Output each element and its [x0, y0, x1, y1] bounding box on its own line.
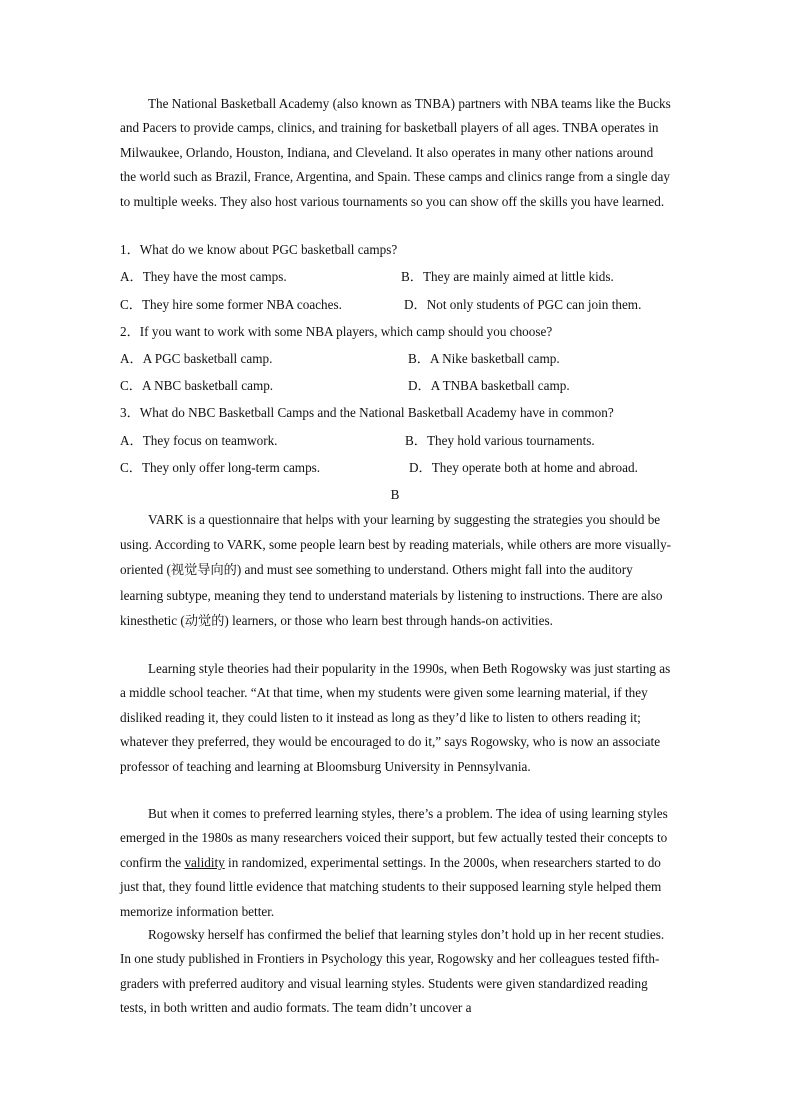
- question-3-option-b: B．They hold various tournaments.: [405, 433, 595, 448]
- underlined-word-validity: validity: [184, 854, 225, 870]
- question-3-option-d: D．They operate both at home and abroad.: [409, 460, 638, 475]
- question-1-stem: 1．What do we know about PGC basketball camps?: [120, 242, 398, 257]
- paragraph-3-text-after: in randomized, experimental settings. In the 2000s, when researchers started to do just that, they found little evidence that matching students to their supposed learning style helped them memorize information better.: [120, 854, 662, 919]
- paragraph-3-text-before: But when it comes to preferred learning styles, there’s a problem. The idea of using learning styles emerged in the 1980s as many researchers voiced their support, but few actually tested their concepts to confirm the: [120, 806, 668, 870]
- question-2-option-b: B．A Nike basketball camp.: [408, 351, 560, 366]
- passage-b-paragraph-4: Rogowsky herself has confirmed the belief that learning styles don’t hold up in her recent studies. In one study published in Frontiers in Psychology this year, Rogowsky and her colleagues tested fifth-graders with preferred auditory and visual learning styles. Students were given standardized reading tests, in both written and audio formats. The team didn’t uncover a: [120, 927, 665, 1016]
- passage-a-paragraph: The National Basketball Academy (also known as TNBA) partners with NBA teams like the Bucks and Pacers to provide camps, clinics, and training for basketball players of all ages. TNBA operates in Milwaukee, Orlando, Houston, Indiana, and Cleveland. It also operates in many other nations around the world such as Brazil, France, Argentina, and Spain. These camps and clinics range from a single day to multiple weeks. They also host various tournaments so you can show off the skills you have learned.: [120, 96, 671, 209]
- question-1-option-b: B．They are mainly aimed at little kids.: [401, 269, 614, 284]
- question-1-option-d: D．Not only students of PGC can join them.: [404, 297, 642, 312]
- question-2-option-c: C．A NBC basketball camp.: [120, 378, 274, 393]
- question-1-option-c: C．They hire some former NBA coaches.: [120, 297, 342, 312]
- question-1-option-a: A．They have the most camps.: [120, 269, 287, 284]
- passage-b-paragraph-3: [120, 802, 672, 924]
- question-3-stem: 3．What do NBC Basketball Camps and the National Basketball Academy have in common?: [120, 405, 614, 420]
- passage-b-paragraph-2: Learning style theories had their popularity in the 1990s, when Beth Rogowsky was just starting as a middle school teacher. “At that time, when my students were given some learning material, if they disliked reading it, they could listen to it instead as long as they’d like to listen to others reading it; whatever they preferred, they would be encouraged to do it,” says Rogowsky, who is now an associate professor of teaching and learning at Bloomsburg University in Pennsylvania.: [120, 661, 671, 774]
- passage-b-paragraph-1: VARK is a questionnaire that helps with your learning by suggesting the strategies you should be using. According to VARK, some people learn best by reading materials, while others are more visually-oriented (视觉导向的) and must see something to understand. Others might fall into the auditory learning subtype, meaning they tend to understand materials by listening to instructions. There are also kinesthetic (动觉的) learners, or those who learn best through hands-on activities.: [120, 512, 672, 628]
- question-3-option-a: A．They focus on teamwork.: [120, 433, 278, 448]
- question-3-option-c: C．They only offer long-term camps.: [120, 460, 321, 475]
- question-2-stem: 2．If you want to work with some NBA players, which camp should you choose?: [120, 324, 553, 339]
- section-b-heading: B: [390, 487, 400, 502]
- question-2-option-d: D．A TNBA basketball camp.: [408, 378, 570, 393]
- question-2-option-a: A．A PGC basketball camp.: [120, 351, 273, 366]
